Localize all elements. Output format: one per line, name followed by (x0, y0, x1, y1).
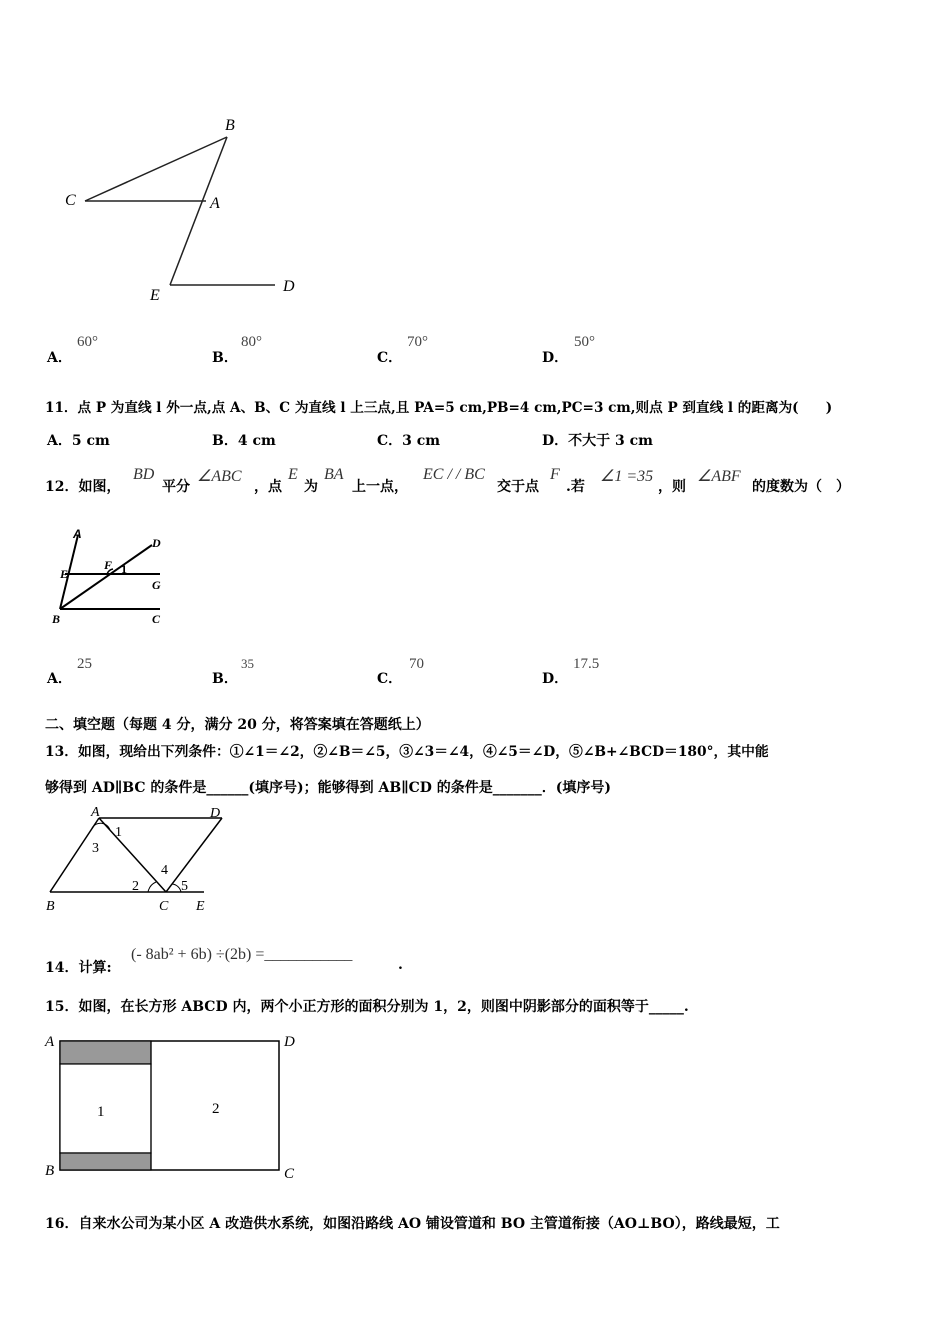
q10-option-b: B． (212, 350, 238, 366)
fig12-label-G: G (152, 578, 161, 592)
q11-option-d: D．不大于 3 cm (542, 433, 653, 449)
label-A: A (210, 195, 220, 212)
q12-math-e: E (288, 466, 298, 483)
q16-text: 16．自来水公司为某小区 A 改造供水系统，如图沿路线 AO 铺设管道和 BO 主管道衔接（AO⊥BO），路线最短，工 (45, 1216, 780, 1232)
q12-option-d: D． (542, 671, 569, 687)
label-C: C (65, 192, 76, 209)
q10-option-a-value: 60° (77, 334, 98, 350)
q15-text: 15．如图，在长方形 ABCD 内，两个小正方形的面积分别为 1，2，则图中阴影部分的面积等于_____. (45, 999, 689, 1015)
q12-math-angle1: ∠1 =35 (600, 468, 654, 485)
fig12-label-D: D (152, 536, 161, 550)
q12-math-abf: ∠ABF (697, 468, 741, 485)
q12-t6: .若 (566, 479, 585, 495)
q12-t3: 为 (304, 479, 318, 495)
fig15-label-D: D (284, 1034, 295, 1050)
fig13-label-E: E (196, 899, 205, 914)
q12-t2: ，点 (254, 479, 282, 495)
label-D: D (283, 278, 295, 295)
fig15-label-2: 2 (212, 1101, 220, 1117)
q12-math-ecbc: EC / / BC (423, 466, 485, 483)
q12-option-b-value: 35 (241, 656, 254, 671)
q10-option-c: C． (377, 350, 403, 366)
fig15-label-C: C (284, 1166, 295, 1182)
fig12-label-1: 1 (121, 562, 127, 576)
q10-option-b-value: 80° (241, 334, 262, 350)
fig13-label-2: 2 (132, 879, 139, 894)
fig12-label-B: B (52, 612, 61, 626)
q10-option-a: A． (47, 350, 72, 366)
label-E: E (150, 287, 160, 304)
section-2-heading: 二、填空题（每题 4 分，满分 20 分，将答案填在答题纸上） (45, 717, 430, 733)
q12-math-ba: BA (324, 466, 344, 483)
q11-option-c: C．3 cm (377, 433, 441, 449)
figure-q10 (55, 110, 315, 310)
q12-math-abc: ∠ABC (197, 468, 242, 485)
q12-option-c: C． (377, 671, 403, 687)
fig13-label-5: 5 (181, 879, 188, 894)
q12-text: 12．如图， (45, 479, 121, 495)
q10-option-d-value: 50° (574, 334, 595, 350)
q12-math-f: F (550, 466, 560, 483)
fig12-label-E: E (60, 567, 69, 581)
q10-option-d: D． (542, 350, 569, 366)
q12-option-b: B． (212, 671, 238, 687)
fig12-label-A: A (73, 527, 82, 541)
q12-t1: 平分 (162, 479, 190, 495)
figure-q15 (42, 1030, 312, 1185)
figure-q12 (45, 525, 185, 630)
q12-option-a-value: 25 (77, 656, 92, 672)
q12-t8: 的度数为（ ） (752, 479, 850, 495)
fig15-label-A: A (45, 1034, 55, 1050)
q13-line2: 够得到 AD∥BC 的条件是______(填序号)；能够得到 AB∥CD 的条件是_______．(填序号) (45, 780, 612, 796)
fig13-label-4: 4 (161, 863, 168, 878)
q14-expression: (- 8ab² + 6b) ÷(2b) =___________ (131, 946, 353, 963)
q11-option-a: A．5 cm (47, 433, 110, 449)
fig13-label-1: 1 (115, 825, 122, 840)
fig13-label-C: C (159, 899, 169, 914)
q12-option-c-value: 70 (409, 656, 424, 672)
q14-label: 14．计算: (45, 960, 112, 976)
q14-period: . (398, 957, 403, 973)
label-B: B (225, 117, 235, 134)
fig15-label-B: B (45, 1163, 55, 1179)
fig13-label-A: A (91, 805, 100, 820)
q12-option-a: A． (47, 671, 72, 687)
q11-option-b: B．4 cm (212, 433, 276, 449)
fig15-label-1: 1 (97, 1104, 105, 1120)
figure-q13 (44, 804, 234, 916)
q12-option-d-value: 17.5 (573, 656, 600, 672)
q12-t7: ，则 (658, 479, 686, 495)
q13-line1: 13．如图，现给出下列条件：①∠1＝∠2，②∠B＝∠5，③∠3＝∠4，④∠5＝∠D，⑤∠B+∠BCD＝180°，其中能 (45, 744, 769, 760)
fig13-label-B: B (46, 899, 55, 914)
fig12-label-F: F (104, 558, 113, 572)
fig13-label-D: D (210, 806, 221, 821)
q12-t5: 交于点 (497, 479, 539, 495)
q11-text: 11．点 P 为直线 l 外一点,点 A、B、C 为直线 l 上三点,且 PA=5 cm,PB=4 cm,PC=3 cm,则点 P 到直线 l 的距离为( ) (45, 400, 833, 416)
q10-option-c-value: 70° (407, 334, 428, 350)
q12-t4: 上一点， (352, 479, 408, 495)
fig12-label-C: C (152, 612, 161, 626)
q12-math-bd: BD (133, 466, 155, 483)
fig13-label-3: 3 (92, 841, 99, 856)
